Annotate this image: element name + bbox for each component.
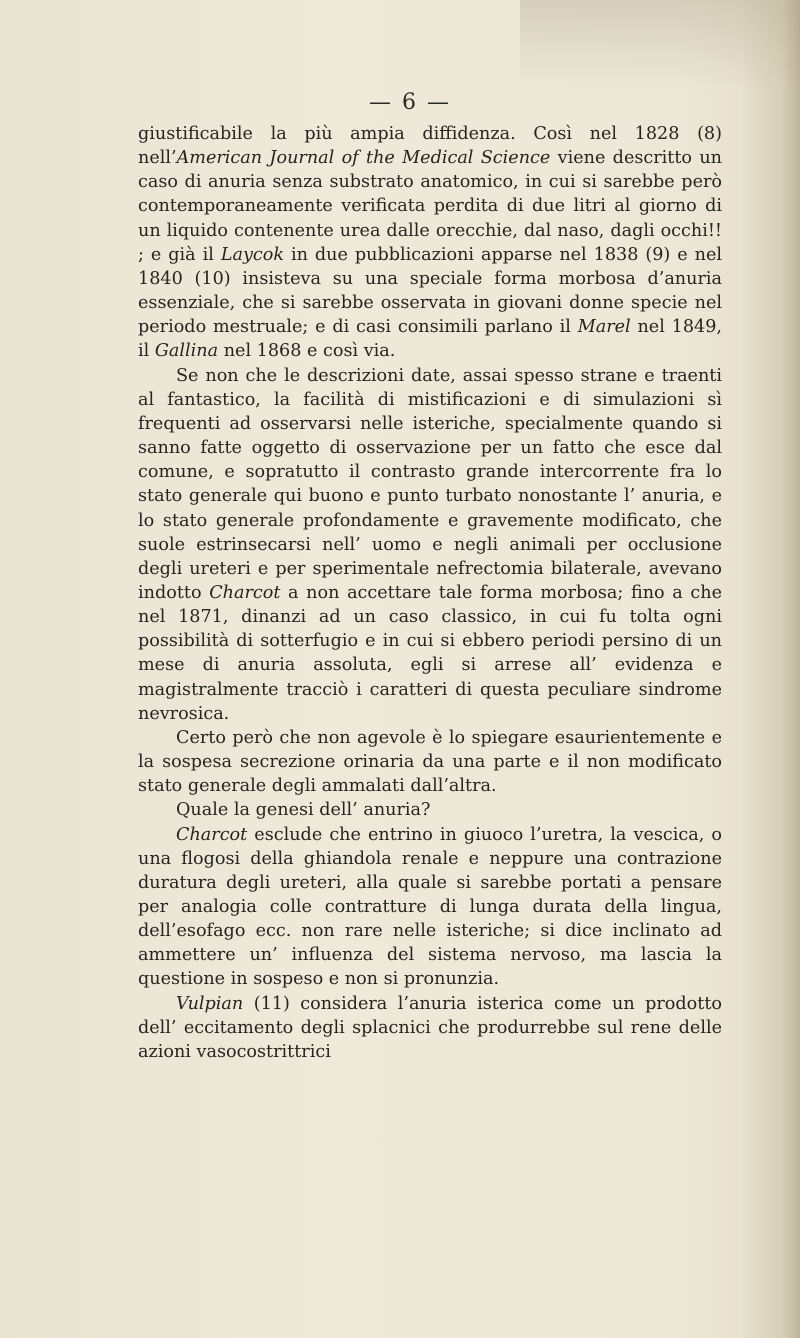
text-run: Se non che le descrizioni date, assai spesso strane e traenti al fantastico, la facilità di mistificazioni e di simulazioni sì frequenti ad osservarsi nelle isteriche, specialmente quando si sanno fatte oggetto di osservazione per un fatto che esce dal comune, e sopratutto il contrasto grande intercorrente fra lo stato generale qui buono e punto turbato nonostante l’ anuria, e lo stato generale profondamente e gravemente modificato, che suole estrinsecarsi nell’ uomo e negli animali per occlusione degli ureteri e per sperimentale nefrectomia bilaterale, avevano indotto <box>138 365 722 603</box>
italic-name: Charcot <box>209 582 281 603</box>
paragraph <box>138 726 722 798</box>
paragraph <box>138 364 722 726</box>
text-run: (11) considera l’anuria isterica come un prodotto dell’ eccitamento degli splacnici che produrrebbe sul rene delle azioni vasocostrittrici <box>138 993 722 1062</box>
italic-name: American Journal of the Medical Science <box>176 148 551 169</box>
paragraph <box>138 798 722 822</box>
italic-name: Charcot <box>176 824 248 845</box>
italic-name: Gallina <box>154 341 219 362</box>
paragraph <box>138 122 722 364</box>
italic-name: Laycok <box>220 244 285 265</box>
text-run: Quale la genesi dell’ anuria? <box>176 800 431 821</box>
text-run: viene descritto un caso di anuria senza substrato anatomico, in cui si sarebbe però contemporaneamente verificata perdita di due litri al giorno di un liquido contenente urea dalle orecchie, dal naso, dagli occhi!! ; e già il <box>138 148 722 265</box>
page-number: — 6 — <box>369 90 451 115</box>
paragraph <box>138 992 722 1064</box>
text-run: esclude che entrino in giuoco l’uretra, la vescica, o una flogosi della ghiandola renale e neppure una contrazione duratura degli ureteri, alla quale si sarebbe portati a pensare per analogia colle contratture di lunga durata della lingua, dell’esofago ecc. non rare nelle isteriche; si dice inclinato ad ammettere un’ influenza del sistema nervoso, ma lascia la questione in sospeso e non si pronunzia. <box>138 824 722 990</box>
italic-name: Marel <box>577 317 631 338</box>
body-text <box>138 122 722 1064</box>
text-run: nel 1868 e così via. <box>218 341 396 362</box>
paragraph <box>138 823 722 992</box>
page-edge-shadow <box>740 0 800 1338</box>
italic-name: Vulpian <box>176 993 244 1014</box>
text-run: nel 1849, il <box>138 317 722 362</box>
text-run: giustificabile la più ampia diffidenza. Così nel 1828 (8) nell’ <box>138 124 722 169</box>
text-run: in due pubblicazioni apparse nel 1838 (9) e nel 1840 (10) insisteva su una speciale forma morbosa d’anuria essenziale, che si sarebbe osservata in giovani donne specie nel periodo mestruale; e di casi consimili parlano il <box>138 244 722 338</box>
text-run: Certo però che non agevole è lo spiegare esaurientemente e la sospesa secrezione orinaria da una parte e il non modificato stato generale degli ammalati dall’altra. <box>138 727 722 797</box>
text-run: a non accettare tale forma morbosa; fino a che nel 1871, dinanzi ad un caso classico, in cui fu tolta ogni possibilità di sotterfugio e in cui si ebbero periodi persino di un mese di anuria assoluta, egli si arrese all’ evidenza e magistralmente tracciò i caratteri di questa peculiare sindrome nevrosica. <box>138 582 722 724</box>
